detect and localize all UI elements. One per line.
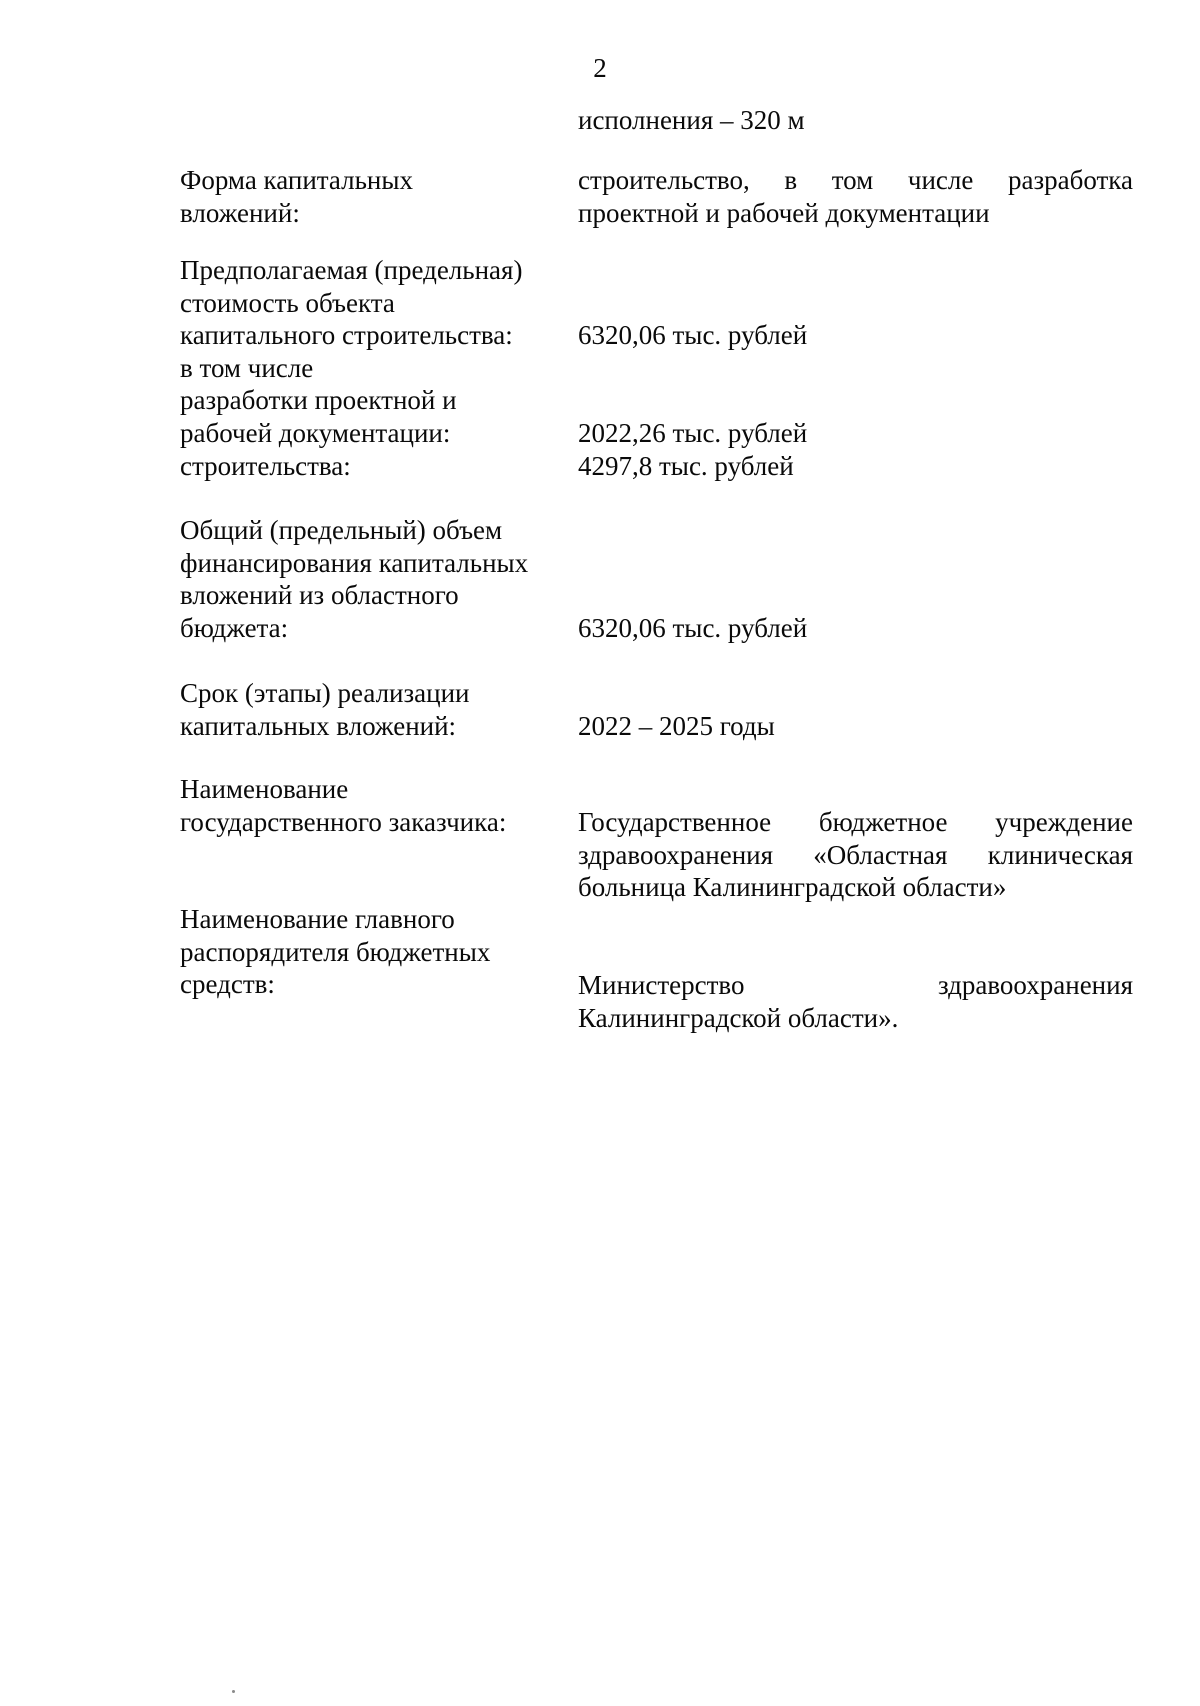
label-total-funding [180, 514, 560, 644]
label-line: Наименование [180, 774, 349, 804]
label-investment-form [180, 164, 560, 229]
label-line: Форма капитальных [180, 165, 414, 195]
scan-artifact [232, 1690, 235, 1693]
value-investment-form [578, 164, 1133, 229]
value-implementation-period [578, 710, 1133, 743]
label-line: Предполагаемая (предельная) [180, 255, 523, 285]
label-line: финансирования капитальных [180, 547, 529, 578]
value-line: 6320,06 тыс. рублей [578, 613, 808, 643]
value-line: Министерство здравоохранения [578, 970, 1133, 1000]
value-line: 2022,26 тыс. рублей [578, 418, 808, 448]
label-line: капитального строительства: [180, 320, 513, 351]
label-line: строительства: [180, 450, 351, 481]
label-line: в том числе [180, 352, 314, 383]
page-number: 2 [593, 53, 607, 83]
value-line: строительство, в том числе разработка [578, 165, 1133, 195]
label-line: Наименование главного [180, 904, 455, 934]
label-line: капитальных вложений: [180, 710, 457, 741]
label-line: разработки проектной и [180, 385, 457, 416]
continuation-line: исполнения – 320 м [578, 105, 805, 135]
value-line: 2022 – 2025 годы [578, 711, 775, 741]
label-line: Общий (предельный) объем [180, 515, 503, 545]
value-line: проектной и рабочей документации [578, 197, 990, 228]
label-line: рабочей документации: [180, 417, 451, 448]
label-state-customer [180, 773, 560, 838]
label-line: вложений из областного [180, 580, 459, 611]
label-line: бюджета: [180, 612, 289, 643]
value-estimated-cost-breakdown [578, 417, 1133, 482]
label-line: государственного заказчика: [180, 806, 507, 837]
value-chief-budget-manager [578, 969, 1133, 1034]
value-state-customer [578, 806, 1133, 904]
value-estimated-cost-total [578, 319, 1133, 352]
value-total-funding [578, 612, 1133, 645]
value-line: 6320,06 тыс. рублей [578, 320, 808, 350]
value-line: здравоохранения «Областная клиническая [578, 839, 1133, 870]
label-line: Срок (этапы) реализации [180, 678, 470, 708]
value-line: Калининградской области». [578, 1002, 899, 1033]
label-estimated-cost [180, 254, 560, 482]
continuation-text [578, 104, 1133, 137]
label-line: вложений: [180, 197, 300, 228]
label-implementation-period [180, 677, 560, 742]
value-line: больница Калининградской области» [578, 872, 1007, 903]
value-line: Государственное бюджетное учреждение [578, 807, 1133, 837]
value-line: 4297,8 тыс. рублей [578, 450, 794, 481]
label-line: стоимость объекта [180, 287, 395, 318]
label-line: распорядителя бюджетных [180, 936, 491, 967]
label-line: средств: [180, 969, 275, 1000]
label-chief-budget-manager [180, 903, 560, 1001]
